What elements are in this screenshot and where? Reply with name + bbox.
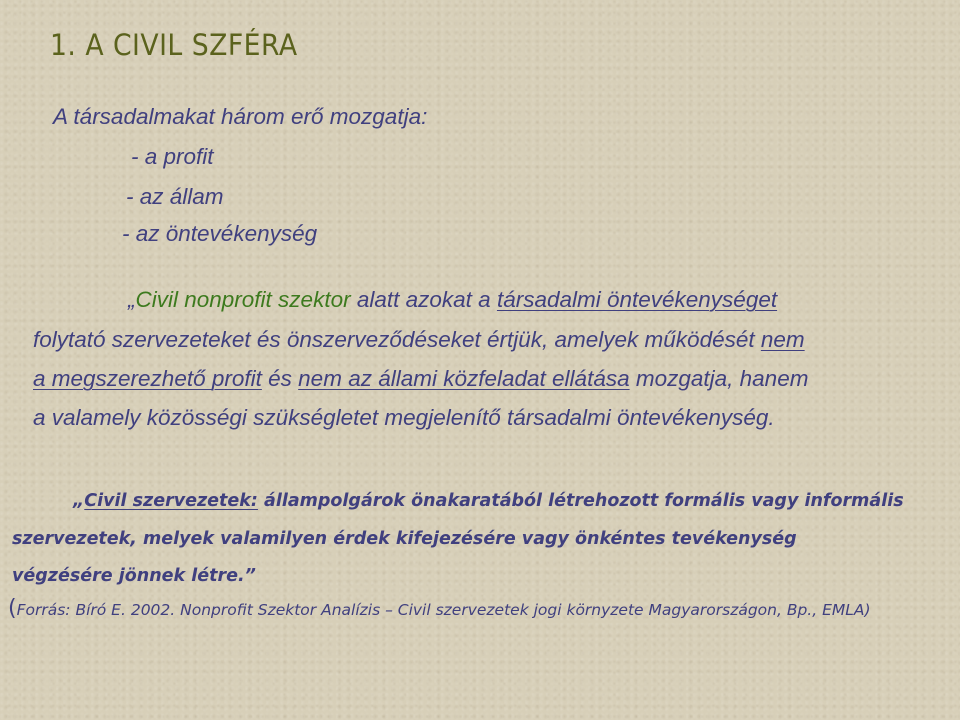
definition1-text: mozgatja, hanem [629, 366, 809, 391]
definition1-text: és [261, 366, 299, 391]
open-quote: „ [73, 491, 85, 511]
definition1-text: folytató szervezeteket és önszerveződéseket értjük, amelyek működését [33, 327, 761, 352]
definition1-line4: a valamely közösségi szükségletet megjelenítő társadalmi öntevékenység. [33, 405, 775, 430]
profit-phrase: profit [211, 366, 262, 391]
tarsadalmi-ontevekenyseget-phrase: társadalmi öntevékenységet [496, 287, 778, 312]
intro-item-allam: - az állam [126, 184, 224, 209]
definition2-text: állampolgárok önakaratából létrehozott formális vagy informális [257, 491, 904, 511]
source-citation [8, 596, 871, 621]
definition2-line2: szervezetek, melyek valamilyen érdek kifejezésére vagy önkéntes tevékenység [12, 529, 797, 549]
civil-nonprofit-term: Civil nonprofit szektor [135, 287, 351, 312]
intro-lead: A társadalmakat három erő mozgatja: [53, 104, 428, 129]
definition1-line3 [33, 366, 808, 392]
civil-szervezetek-term: Civil szervezetek: [84, 491, 258, 511]
source-text: Forrás: Bíró E. 2002. Nonprofit Szektor Analízis – Civil szervezetek jogi környzete Magyarországon, Bp., EMLA) [16, 601, 871, 619]
intro-item-profit: - a profit [131, 144, 214, 169]
definition1-line2 [33, 327, 805, 353]
definition2-line3 [12, 566, 256, 586]
definition1-text: alatt azokat a [350, 287, 497, 312]
nem-phrase: nem [760, 327, 805, 352]
open-paren: ( [8, 596, 17, 621]
definition1-line1 [128, 287, 777, 313]
intro-item-ontevekenyseg: - az öntevékenység [122, 221, 318, 246]
close-quote: ” [244, 566, 256, 586]
slide-title: 1. A CIVIL SZFÉRA [50, 28, 298, 62]
definition2-text: végzésére jönnek létre. [12, 566, 245, 586]
megszerezheto-phrase: a megszerezhető [33, 366, 212, 391]
definition2-line1 [73, 491, 904, 511]
open-quote: „ [128, 287, 136, 312]
allami-kozfeladat-phrase: nem az állami közfeladat ellátása [298, 366, 630, 391]
